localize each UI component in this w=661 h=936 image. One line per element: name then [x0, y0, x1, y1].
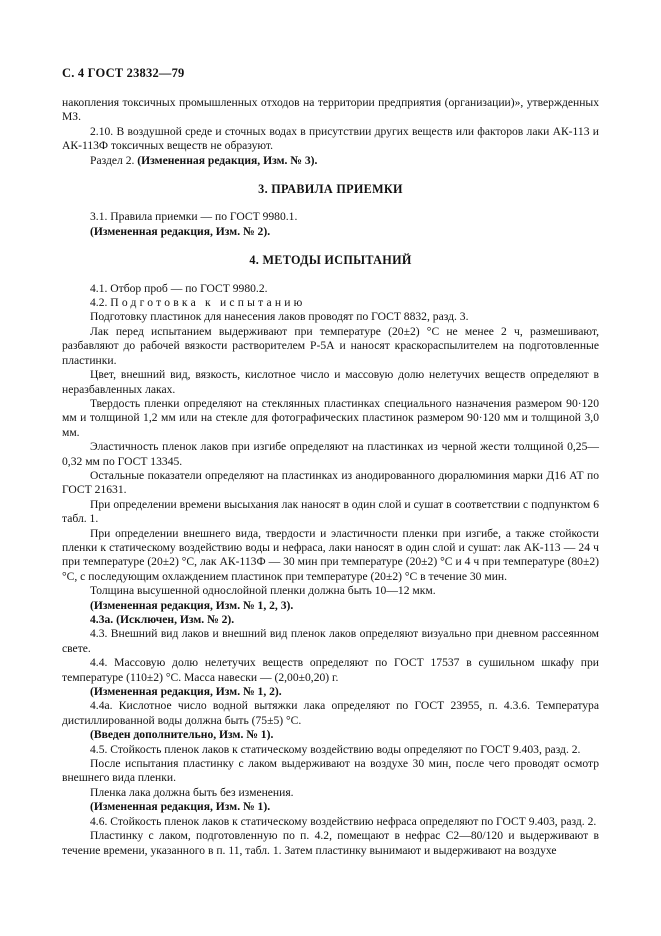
paragraph: Пластинку с лаком, подготовленную по п. 4.2, помещают в нефрас С2—80/120 и выдерживают в течение времени, указанного в п. 11, табл. 1. Затем пластинку вынимают и выдерживают на воздухе [62, 829, 599, 857]
paragraph: При определении внешнего вида, твердости и эластичности пленки при изгибе, а также стойкости пленки к статическому воздействию воды и нефраса, лаки наносят в один слой и сушат: лак АК-113 — 24 ч при температуре (20±2) °С, лак АК-113Ф — 30 мин при температуре (20±2) °С и 4 ч при температуре (80±2) °С, с последующим охлаждением пластинок при температуре (20±2) °С в течение 30 мин. [62, 526, 599, 583]
text: Раздел 2. [90, 153, 138, 167]
paragraph: Подготовку пластинок для нанесения лаков проводят по ГОСТ 8832, разд. 3. [90, 310, 469, 324]
text: 4.2. [90, 296, 111, 310]
paragraph: 4.4. Массовую долю нелетучих веществ определяют по ГОСТ 17537 в сушильном шкафу при температуре (110±2) °С. Масса навески — (2,00±0,20) г. [62, 656, 599, 684]
subsection-title: Подготовка к испытанию [110, 296, 306, 310]
amendment-note: (Измененная редакция, Изм. № 1, 2). [90, 685, 282, 699]
paragraph: После испытания пластинку с лаком выдерживают на воздухе 30 мин, после чего проводят осмотр внешнего вида пленки. [62, 757, 599, 785]
amendment-note: (Введен дополнительно, Изм. № 1). [90, 728, 274, 742]
paragraph: 2.10. В воздушной среде и сточных водах в присутствии других веществ или факторов лаки АК-113 и АК-113Ф токсичных веществ не образуют. [62, 124, 599, 153]
paragraph: При определении времени высыхания лак наносят в один слой и сушат в соответствии с подпунктом 6 табл. 1. [62, 497, 599, 526]
paragraph: Эластичность пленок лаков при изгибе определяют на пластинках из черной жести толщиной 0,25—0,32 мм по ГОСТ 13345. [62, 440, 599, 468]
paragraph: Пленка лака должна быть без изменения. [90, 785, 294, 799]
paragraph: 4.4а. Кислотное число водной вытяжки лака определяют по ГОСТ 23955, п. 4.3.6. Температура дистиллированной воды должна быть (75±5) °С. [62, 699, 599, 727]
paragraph [62, 154, 599, 168]
paragraph: Твердость пленки определяют на стеклянных пластинках специального назначения размером 90·120 мм и толщиной 1,2 мм или на стекле для фотографических пластинок размером 90·120 мм и толщиной 3,0 мм. [62, 396, 599, 439]
paragraph [62, 296, 599, 310]
paragraph: накопления токсичных промышленных отходов на территории предприятия (организации)», утвержденных МЗ. [62, 96, 599, 124]
section-title: 3. ПРАВИЛА ПРИЕМКИ [258, 182, 403, 197]
paragraph: 4.1. Отбор проб — по ГОСТ 9980.2. [90, 281, 268, 295]
page-header: С. 4 ГОСТ 23832—79 [62, 66, 185, 80]
paragraph: Цвет, внешний вид, вязкость, кислотное число и массовую долю нелетучих веществ определяют в неразбавленных лаках. [62, 368, 599, 396]
amendment-note: (Измененная редакция, Изм. № 1). [90, 800, 271, 814]
section-title: 4. МЕТОДЫ ИСПЫТАНИЙ [249, 253, 412, 268]
amendment-note: (Измененная редакция, Изм. № 1, 2, 3). [90, 598, 294, 612]
amendment-note: (Измененная редакция, Изм. № 2). [90, 224, 271, 238]
document-body [62, 96, 599, 858]
paragraph: Остальные показатели определяют на пластинках из анодированного дюралюминия марки Д16 АТ по ГОСТ 21631. [62, 468, 599, 497]
paragraph: 4.3. Внешний вид лаков и внешний вид пленок лаков определяют визуально при дневном рассеянном свете. [62, 627, 599, 655]
paragraph: Лак перед испытанием выдерживают при температуре (20±2) °С не менее 2 ч, размешивают, разбавляют до рабочей вязкости растворителем Р-5А и наносят краскораспылителем на подготовленные пластинки. [62, 324, 599, 367]
amendment-note: (Измененная редакция, Изм. № 3). [137, 153, 318, 167]
paragraph: 4.5. Стойкость пленок лаков к статическому воздействию воды определяют по ГОСТ 9.403, разд. 2. [90, 742, 581, 756]
paragraph: 3.1. Правила приемки — по ГОСТ 9980.1. [90, 210, 298, 224]
amendment-note: 4.3а. (Исключен, Изм. № 2). [90, 613, 235, 626]
paragraph: 4.6. Стойкость пленок лаков к статическому воздействию нефраса определяют по ГОСТ 9.403, разд. 2. [90, 814, 597, 828]
paragraph: Толщина высушенной однослойной пленки должна быть 10—12 мкм. [90, 584, 436, 598]
